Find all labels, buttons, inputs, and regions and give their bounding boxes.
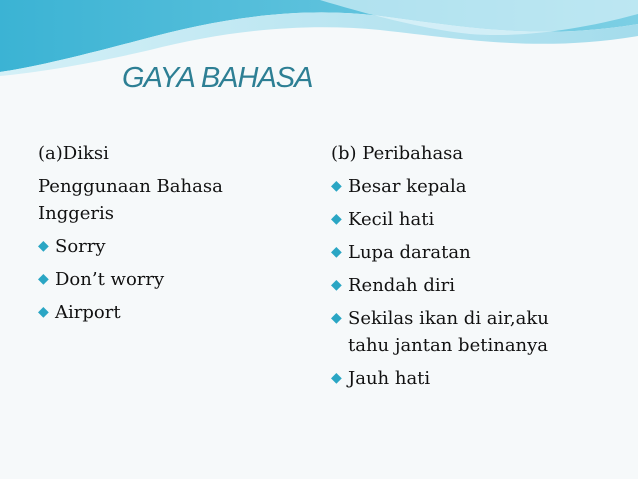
list-item	[331, 173, 591, 200]
bullet-icon: ◆	[38, 271, 49, 287]
list-item	[38, 299, 288, 326]
right-column	[331, 140, 591, 398]
left-heading: (a)Diksi	[38, 143, 109, 164]
bullet-icon: ◆	[331, 211, 342, 227]
right-heading: (b) Peribahasa	[331, 143, 464, 164]
bullet-icon: ◆	[331, 310, 342, 326]
list-item-text: Sorry	[55, 236, 106, 257]
list-item	[331, 206, 591, 233]
list-item-text: Lupa daratan	[348, 242, 471, 263]
bullet-icon: ◆	[331, 370, 342, 386]
left-subheading: Penggunaan Bahasa Inggeris	[38, 176, 223, 224]
list-item	[38, 266, 288, 293]
bullet-icon: ◆	[38, 238, 49, 254]
list-item-text: Don’t worry	[55, 269, 165, 290]
list-item	[331, 305, 591, 359]
list-item-text: Sekilas ikan di air,aku tahu jantan betinanya	[348, 308, 549, 356]
wave-header-decoration	[0, 0, 638, 80]
list-item-text: Kecil hati	[348, 209, 435, 230]
list-item	[331, 272, 591, 299]
bullet-icon: ◆	[331, 277, 342, 293]
list-item-text: Airport	[55, 302, 121, 323]
list-item	[38, 233, 288, 260]
bullet-icon: ◆	[331, 178, 342, 194]
list-item	[331, 365, 591, 392]
bullet-icon: ◆	[331, 244, 342, 260]
bullet-icon: ◆	[38, 304, 49, 320]
list-item-text: Besar kepala	[348, 176, 467, 197]
list-item	[331, 239, 591, 266]
list-item-text: Rendah diri	[348, 275, 456, 296]
left-column	[38, 140, 288, 332]
list-item-text: Jauh hati	[348, 368, 431, 389]
slide-title: GAYA BAHASA	[122, 62, 313, 94]
